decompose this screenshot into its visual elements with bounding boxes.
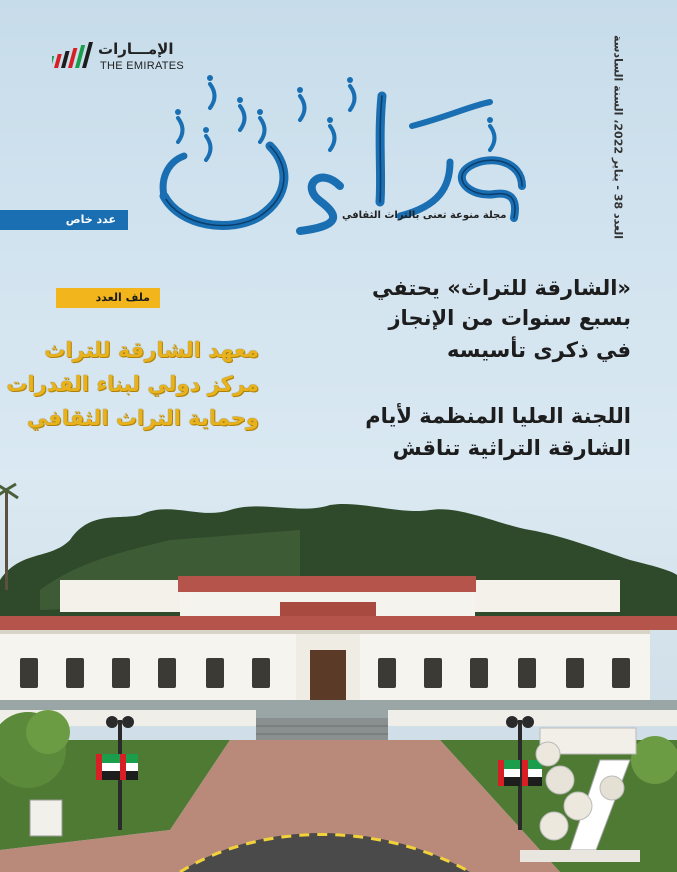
masthead-tagline: مجلة منوعة تعنى بالتراث الثقافي (342, 210, 507, 221)
logo-english-text: THE EMIRATES (100, 60, 185, 72)
issue-info (598, 34, 638, 240)
headline-line-3: في ذكرى تأسيسه (446, 338, 631, 362)
issue-file-badge: ملف العدد (56, 288, 160, 308)
feature-line-3: وحماية التراث الثقافي (26, 406, 259, 430)
feature-line-1: معهد الشارقة للتراث (44, 338, 259, 362)
issue-info-text: العدد 38 - يناير 2022، السنة السادسة (611, 34, 625, 240)
uae-flag-left (96, 754, 138, 780)
heritage-institute-building-photo (0, 470, 677, 872)
logo-bar (52, 56, 54, 68)
headline-line-5: الشارقة التراثية تناقش (392, 436, 631, 460)
logo-arabic-text: الإمـــارات (98, 40, 174, 58)
emirates-flag-bars-icon (52, 42, 96, 72)
logo-bar (61, 51, 70, 68)
logo-bar (54, 54, 62, 68)
special-issue-badge: عدد خاص (0, 210, 128, 230)
headline-line-1: «الشارقة للتراث» يحتفي (371, 276, 631, 300)
feature-line-2: مركز دولي لبناء القدرات (6, 372, 259, 396)
headline-line-2: بسبع سنوات من الإنجاز (388, 306, 631, 330)
uae-flag-right (498, 760, 542, 786)
headline-line-4: اللجنة العليا المنظمة لأيام (365, 404, 631, 428)
